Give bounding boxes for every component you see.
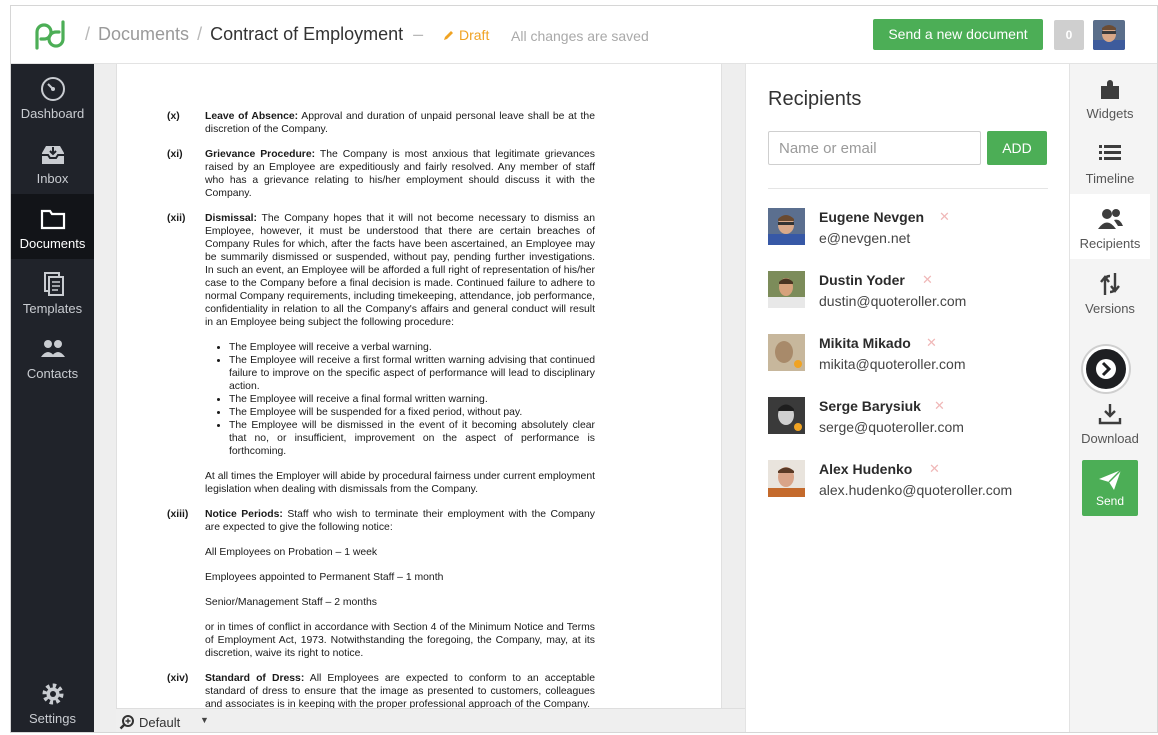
zoom-icon	[119, 714, 135, 730]
clause-title: Dismissal:	[205, 213, 257, 224]
clause-title: Leave of Absence:	[205, 111, 299, 122]
clause-number: (xii)	[167, 213, 186, 224]
contacts-icon	[39, 336, 67, 362]
clause-title: Grievance Procedure:	[205, 149, 316, 160]
tool-label: Recipients	[1079, 236, 1141, 251]
dismissal-procedure-list	[229, 341, 595, 458]
list-icon	[1096, 141, 1124, 167]
templates-icon	[39, 271, 67, 297]
sidebar-item-documents[interactable]	[11, 194, 94, 259]
tab-download[interactable]	[1070, 389, 1150, 454]
versions-icon	[1096, 271, 1124, 297]
avatar	[768, 460, 805, 497]
sidebar-item-label: Documents	[19, 236, 86, 251]
recipient-row[interactable]	[768, 397, 1048, 447]
sidebar-item-inbox[interactable]	[11, 129, 94, 194]
tab-recipients[interactable]	[1070, 194, 1150, 259]
title-dash: –	[413, 24, 424, 44]
download-icon	[1096, 401, 1124, 427]
remove-recipient-icon[interactable]: ✕	[939, 209, 950, 224]
clause-text: The Company hopes that it will not become necessary to dismiss an Employee, however, it must be understood that there are certain breaches of Company Rules for which, after the facts have been ascertained, an Employee may be summarily dismissed or suspended, without pay, pending further investigations. In such an event, an Employee will be afforded a full right of representation of his/her case to the Company before a final decision is made. Continued failure to adhere to normal Company requirements, including timekeeping, attendance, job performance, confidentiality in relation to all the Company's affairs and general conduct will result in an Employee being subject the following procedure:	[205, 213, 595, 328]
chevron-down-icon[interactable]: ▼	[200, 715, 209, 725]
sidebar-item-settings[interactable]	[11, 669, 94, 733]
send-button[interactable]	[1082, 460, 1138, 516]
recipient-name: Dustin Yoder	[819, 272, 905, 288]
inbox-icon	[39, 141, 67, 167]
sidebar-item-label: Dashboard	[20, 106, 85, 121]
puzzle-icon	[1096, 76, 1124, 102]
recipients-icon	[1096, 206, 1124, 232]
document-page[interactable]	[116, 64, 722, 708]
pandadoc-logo[interactable]	[33, 20, 67, 50]
save-status: All changes are saved	[511, 28, 649, 44]
folder-icon	[39, 206, 67, 232]
document-content	[167, 110, 595, 708]
recipient-email: mikita@quoteroller.com	[819, 356, 966, 372]
sidebar-item-dashboard[interactable]	[11, 64, 94, 129]
breadcrumb-documents-link[interactable]: Documents	[98, 24, 190, 44]
divider	[768, 188, 1048, 189]
clause-number: (x)	[167, 111, 180, 122]
remove-recipient-icon[interactable]: ✕	[926, 335, 937, 350]
clause-number: (xi)	[167, 149, 183, 160]
tools-sidebar	[1069, 64, 1158, 733]
clause-text: All Employees are expected to conform to an acceptable standard of dress to ensure that the image as presented to customers, colleagues and associates is in keeping with the proper professional approach of the Company.	[205, 673, 595, 708]
tool-label: Widgets	[1086, 106, 1134, 121]
zoom-bar	[116, 708, 745, 733]
list-item: • The Employee will receive a final formal written warning.	[229, 393, 595, 406]
breadcrumb-separator: /	[197, 24, 203, 44]
recipient-search-input[interactable]	[768, 131, 981, 165]
recipient-name: Eugene Nevgen	[819, 209, 925, 225]
tab-widgets[interactable]	[1070, 64, 1150, 129]
notice-item: All Employees on Probation – 1 week	[205, 547, 378, 558]
recipient-row[interactable]	[768, 460, 1048, 510]
recipient-email: e@nevgen.net	[819, 230, 911, 246]
document-viewer[interactable]	[94, 64, 745, 733]
zoom-label: Default	[139, 714, 181, 730]
recipient-row[interactable]	[768, 271, 1048, 321]
clause-title: Standard of Dress:	[205, 673, 305, 684]
dashboard-icon	[39, 76, 67, 102]
recipient-row[interactable]	[768, 208, 1048, 258]
notice-item: Employees appointed to Permanent Staff – 1 month	[205, 572, 444, 583]
recipient-row[interactable]	[768, 334, 1048, 384]
remove-recipient-icon[interactable]: ✕	[934, 398, 945, 413]
pencil-icon	[443, 29, 455, 41]
fairness-paragraph: At all times the Employer will abide by procedural fairness under current employment legislation when dealing with dismissals from the Company.	[205, 471, 595, 495]
sidebar-item-contacts[interactable]	[11, 324, 94, 389]
clause-dismissal	[167, 212, 595, 329]
recipient-name: Serge Barysiuk	[819, 398, 921, 414]
clause-number: (xiii)	[167, 509, 189, 520]
sidebar-item-label: Inbox	[36, 171, 69, 186]
main-sidebar	[11, 64, 94, 733]
avatar	[768, 271, 805, 308]
recipient-email: alex.hudenko@quoteroller.com	[819, 482, 1013, 498]
recipient-email: dustin@quoteroller.com	[819, 293, 967, 309]
clause-standard-of-dress	[167, 672, 595, 708]
avatar	[768, 397, 805, 434]
clause-text: Staff who wish to terminate their employment with the Company are expected to give the following notice:	[205, 509, 595, 533]
conflict-paragraph: or in times of conflict in accordance with Section 4 of the Minimum Notice and Terms of Employment Act, 1973. Notwithstanding the foregoing, the Company, may, at its discretion, waive its right to notice.	[205, 622, 595, 659]
collapse-panel-button[interactable]	[1083, 346, 1129, 392]
list-item: • The Employee will be suspended for a fixed period, without pay.	[229, 406, 595, 419]
clause-text: Approval and duration of unpaid personal leave shall be at the discretion of the Company.	[205, 111, 595, 135]
document-title[interactable]: Contract of Employment	[210, 24, 404, 44]
notice-item: Senior/Management Staff – 2 months	[205, 597, 377, 608]
notification-count-badge[interactable]: 0	[1054, 20, 1084, 50]
list-item: • The Employee will receive a verbal warning.	[229, 341, 595, 354]
app-window	[10, 5, 1158, 733]
panel-title: Recipients	[768, 88, 862, 110]
recipient-email: serge@quoteroller.com	[819, 419, 964, 435]
tool-label: Timeline	[1085, 171, 1135, 186]
send-new-document-button[interactable]: Send a new document	[873, 19, 1043, 50]
avatar	[768, 334, 805, 371]
clause-notice-periods	[167, 508, 595, 534]
sidebar-item-templates[interactable]	[11, 259, 94, 324]
clause-title: Notice Periods:	[205, 509, 283, 520]
gear-icon	[39, 681, 67, 707]
user-avatar[interactable]	[1093, 20, 1125, 50]
remove-recipient-icon[interactable]: ✕	[929, 461, 940, 476]
draft-status	[443, 27, 489, 43]
breadcrumb-separator: /	[85, 24, 91, 44]
send-label: Send	[1095, 494, 1125, 508]
top-header	[11, 6, 1158, 64]
recipients-panel	[745, 64, 1069, 733]
recipient-name: Alex Hudenko	[819, 461, 913, 477]
sidebar-item-label: Templates	[22, 301, 83, 316]
tab-timeline[interactable]	[1070, 129, 1150, 194]
list-item: • The Employee will be dismissed in the event of it becoming absolutely clear that no, or insufficient, improvement on the aspect of performance is forthcoming.	[229, 419, 595, 458]
zoom-select[interactable]	[119, 714, 180, 730]
draft-label: Draft	[459, 27, 490, 43]
tab-versions[interactable]	[1070, 259, 1150, 324]
sidebar-item-label: Settings	[29, 711, 76, 726]
tool-label: Versions	[1085, 301, 1135, 316]
remove-recipient-icon[interactable]: ✕	[922, 272, 933, 287]
clause-grievance-procedure	[167, 148, 595, 200]
clause-number: (xiv)	[167, 673, 189, 684]
clause-text: The Company is most anxious that legitimate grievances raised by an Employee are expeditiously and fairly resolved. Any member of staff who has a grievance relating to his/her employment should discuss it with the Company.	[205, 149, 595, 199]
add-recipient-button[interactable]: ADD	[987, 131, 1047, 165]
list-item: • The Employee will receive a first formal written warning advising that continued failure to improve on the specific aspect of performance will lead to disciplinary action.	[229, 354, 595, 393]
breadcrumb	[77, 24, 433, 45]
sidebar-item-label: Contacts	[26, 366, 79, 381]
clause-leave-of-absence	[167, 110, 595, 136]
recipient-name: Mikita Mikado	[819, 335, 911, 351]
chevron-right-icon	[1086, 349, 1126, 389]
paper-plane-icon	[1097, 468, 1123, 492]
avatar	[768, 208, 805, 245]
tool-label: Download	[1081, 431, 1139, 446]
